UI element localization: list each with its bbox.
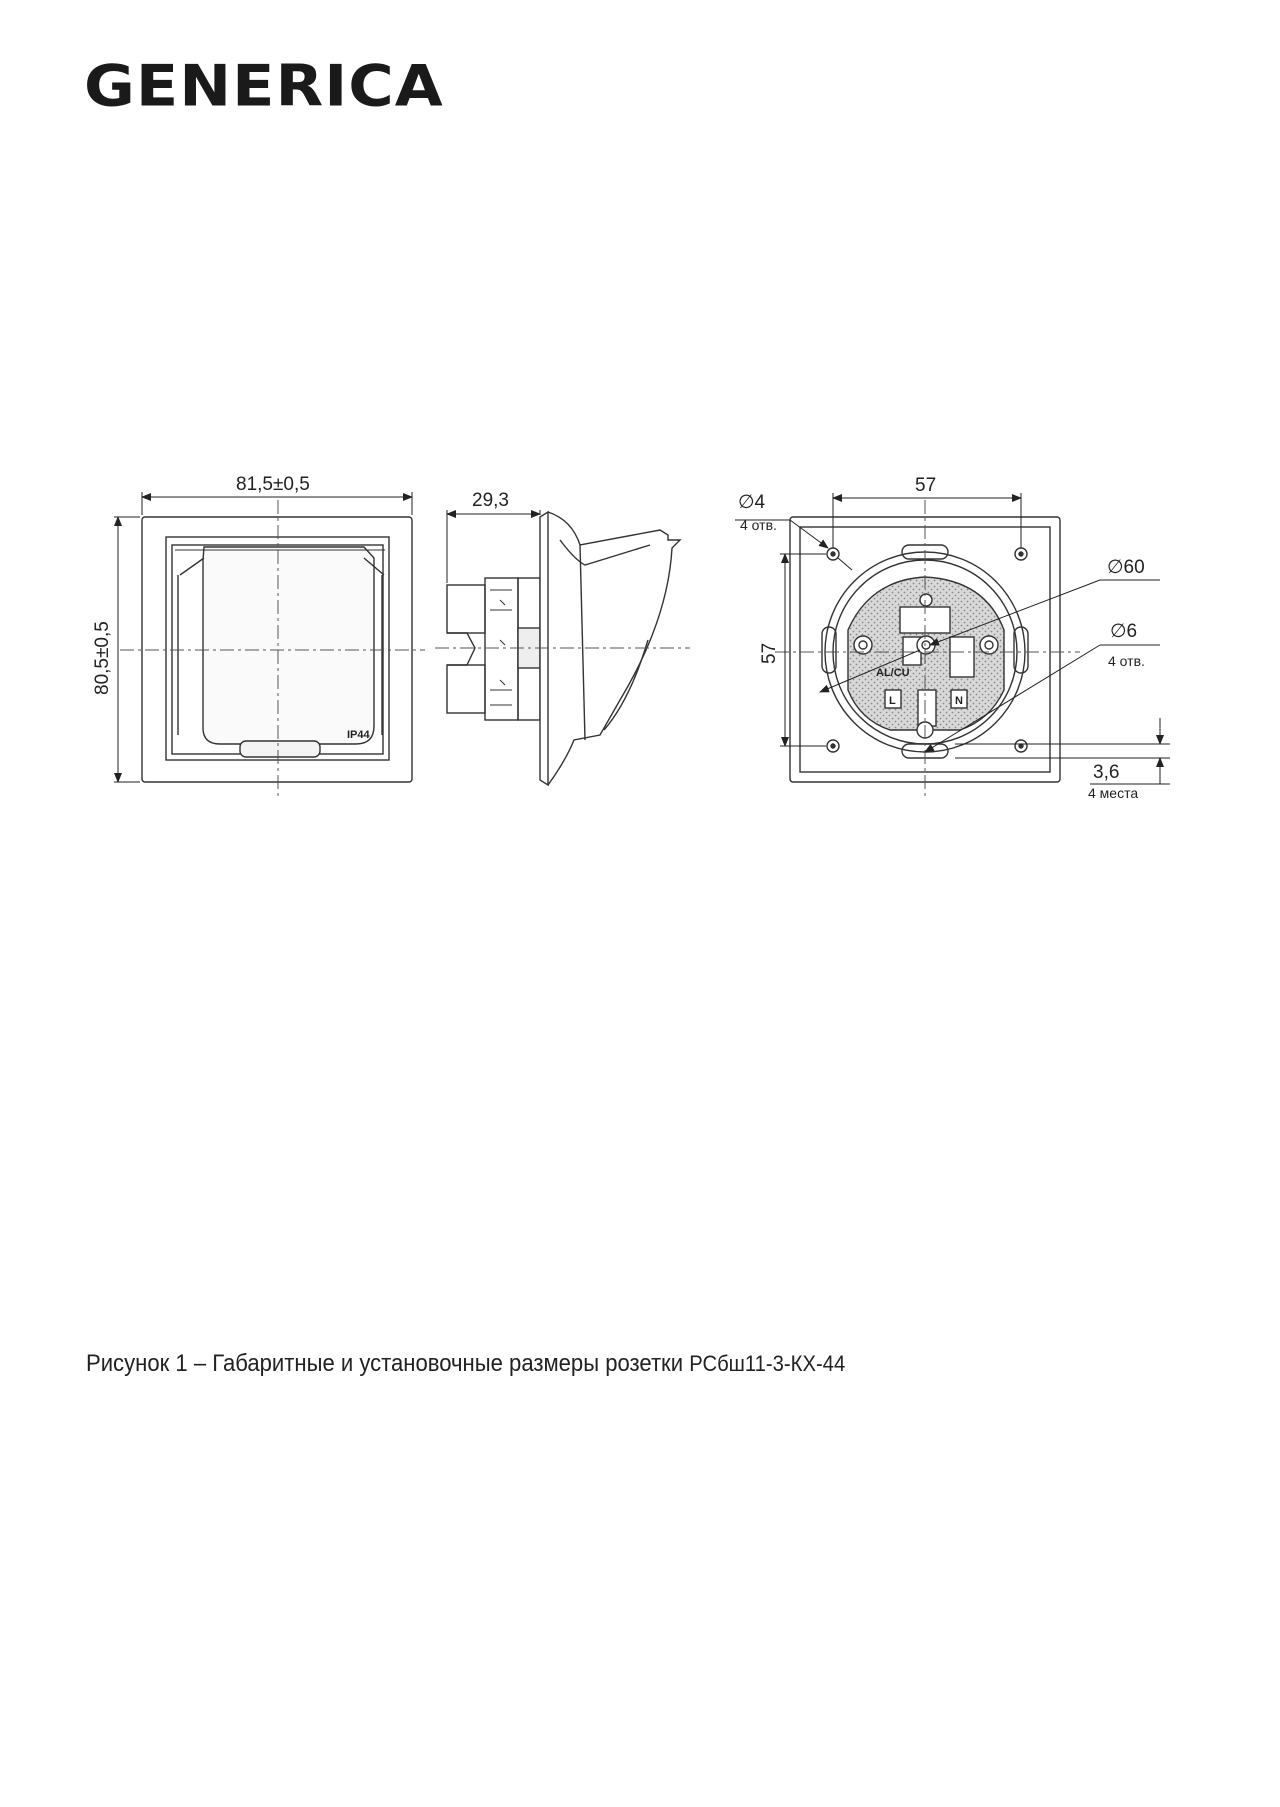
front-height-label: 80,5±0,5 [92, 621, 113, 695]
slot-count-label: 4 отв. [1108, 653, 1145, 669]
caption-product-code: РСбш11-3-КХ-44 [689, 1351, 846, 1376]
side-depth-dimension [447, 510, 540, 583]
terminal-l-label: L [889, 695, 896, 707]
terminal-n-label: N [955, 695, 963, 707]
offset-dimension [955, 718, 1170, 784]
circle-diameter-label: ∅60 [1107, 557, 1145, 578]
hole-count-label: 4 отв. [740, 517, 777, 533]
rear-width-label: 57 [915, 475, 937, 496]
offset-label: 3,6 [1093, 762, 1120, 783]
rear-width-dimension [833, 493, 1021, 548]
ip-rating-label: IP44 [347, 729, 370, 741]
front-width-dimension [142, 492, 412, 515]
hole-diameter-label: ∅4 [738, 492, 766, 513]
front-width-label: 81,5±0,5 [236, 474, 310, 495]
side-depth-label: 29,3 [472, 490, 509, 511]
rear-height-dimension [780, 554, 826, 746]
terminal-material-label: AL/CU [876, 667, 910, 679]
caption-text: Рисунок 1 – Габаритные и установочные размеры розетки [86, 1350, 690, 1377]
brand-logo: GENERICA [84, 52, 444, 120]
offset-count-label: 4 места [1088, 785, 1139, 801]
slot-diameter-label: ∅6 [1110, 621, 1138, 642]
rear-height-label: 57 [759, 642, 780, 664]
figure-caption [86, 1350, 845, 1378]
